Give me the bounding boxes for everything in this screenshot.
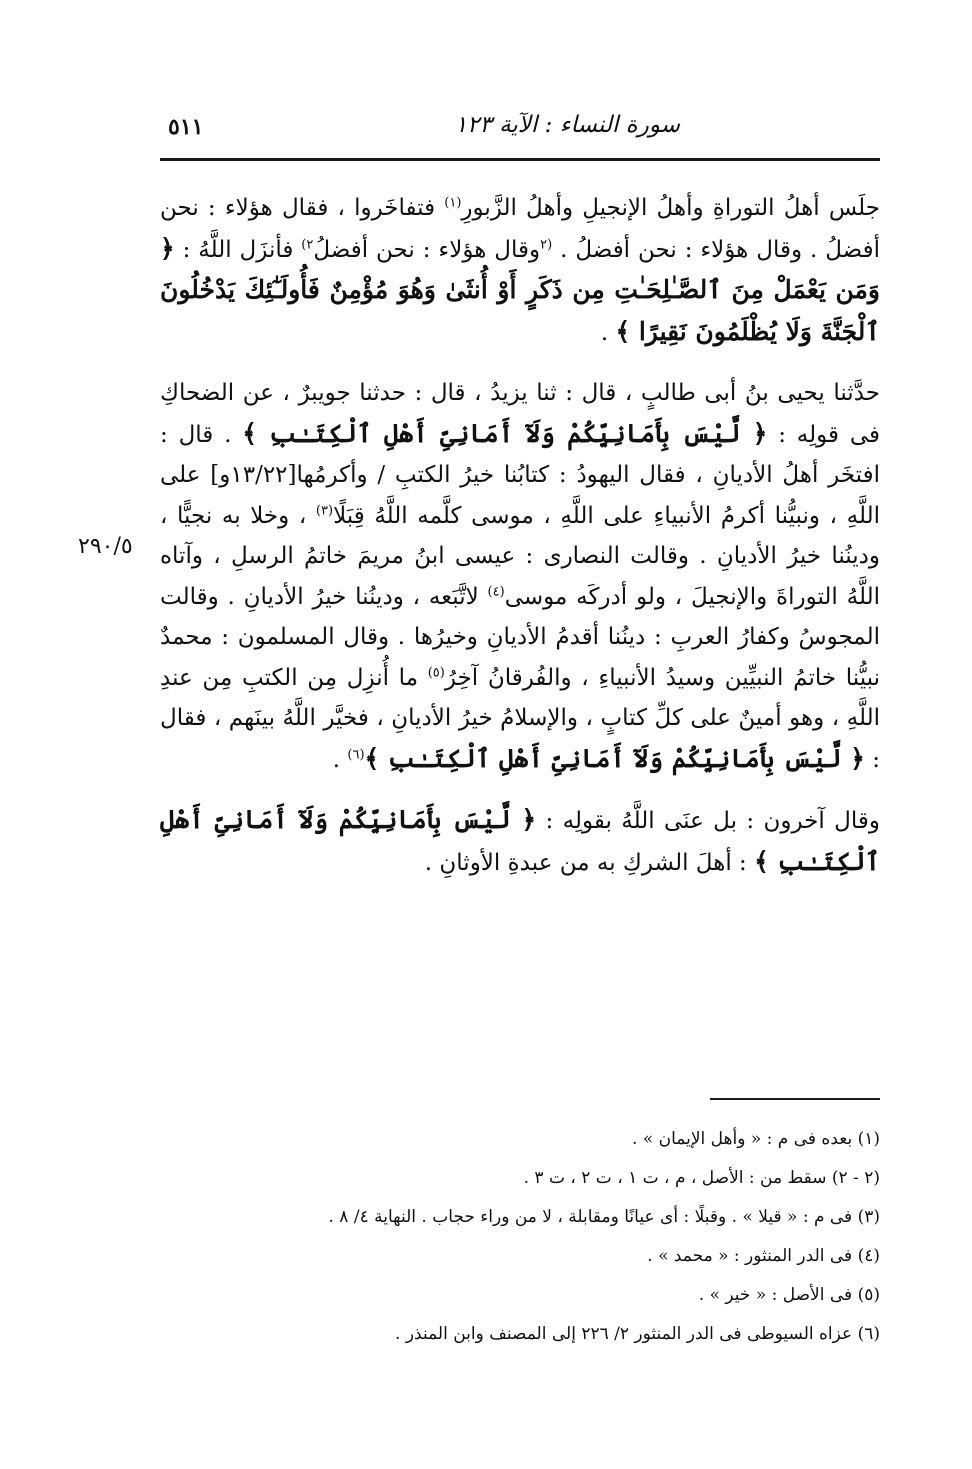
paragraph [160, 373, 880, 780]
text-run: ما أُنزِل مِن الكتبِ مِن عندِ اللَّهِ ، وهو أمينٌ على كلِّ كتابٍ ، والإسلامُ خيرُ الأديانِ ، فخيَّر اللَّهُ بينَهم ، فقال : [160, 664, 880, 773]
text-run: جلَس أهلُ التوراةِ وأهلُ الإنجيلِ وأهلُ الزَّبورِ [461, 195, 880, 221]
running-title: سورة النساء : الآية ١٢٣ [454, 112, 680, 138]
quran-verse: ﴿ وَمَن يَعْمَلْ مِنَ ٱلصَّـٰلِحَـٰتِ مِن ذَكَرٍ أَوْ أُنثَىٰ وَهُوَ مُؤْمِنٌ فَأُولَـٰٓئِكَ يَدْخُلُونَ ٱلْجَنَّةَ وَلَا يُظْلَمُونَ نَقِيرًا ﴾ [160, 233, 880, 346]
footnote: (٢ - ٢) سقط من : الأصل ، م ، ت ١ ، ت ٢ ، ت ٣ . [523, 1168, 880, 1188]
footnote: (١) بعده فى م : « وأهل الإيمان » . [632, 1129, 880, 1149]
text-run: . [332, 746, 348, 773]
footnote-ref: (٤) [487, 583, 505, 599]
text-run: وقال هؤلاء : نحن أفضلُ [313, 236, 541, 263]
footnote-ref: (١) [444, 195, 462, 211]
paragraph [160, 188, 880, 353]
text-run: ، وخلا به نجيًّا ، ودينُنا خيرُ الأديانِ . وقالت النصارى : عيسى ابنُ مريمَ خاتمُ الرسلِ ، وآتاه اللَّهُ التوراةَ والإنجيلَ ، ولو أدركَه موسى [160, 502, 880, 610]
text-run: وقال آخرون : بل عنَى اللَّهُ بقولِه : [536, 808, 880, 834]
footnote-ref: (٢ [540, 236, 553, 252]
footnotes [160, 1120, 880, 1354]
footnote-ref: ٢) [301, 236, 314, 252]
footnote: (٥) فى الأصل : « خير » . [698, 1285, 880, 1305]
footnote: (٤) فى الدر المنثور : « محمد » . [647, 1246, 880, 1266]
footnote-ref: (٣) [315, 502, 334, 518]
text-run: لاتَّبَعه ، ودينُنا خيرُ الأديانِ . وقالت المجوسُ وكفارُ العربِ : دينُنا أقدمُ الأديانِ وخيرُها . وقال المسلمون : محمدٌ نبيُّنا خاتمُ النبيِّين وسيدُ الأنبياءِ ، والفُرقانُ آخِرُ [160, 583, 881, 691]
text-run: فأنزَل اللَّهُ : [174, 236, 302, 263]
text-run: . [600, 319, 616, 346]
margin-reference: ٢٩٠/٥ [78, 534, 133, 559]
footnote-ref: (٥) [427, 664, 445, 680]
text-run: فتفاخَروا ، فقال هؤلاء : نحن أفضلُ . وقال هؤلاء : نحن أفضلُ . [160, 195, 880, 263]
footnote: (٣) فى م : « قيلا » . وقبلًا : أى عيانًا ومقابلة ، لا من وراء حجاب . النهاية ٤/ ٨ . [328, 1207, 880, 1227]
footnote: (٦) عزاه السيوطى فى الدر المنثور ٢/ ٢٢٦ إلى المصنف وابن المنذر . [395, 1324, 880, 1344]
footnote-rule [710, 1098, 880, 1100]
paragraph [160, 800, 880, 883]
header-rule [160, 158, 880, 161]
text-run: حدَّثنا يحيى بنُ أبى طالبٍ ، قال : ثنا يزيدُ ، قال : حدثنا جويبرٌ ، عن الضحاكِ فى قولِه : [160, 380, 880, 448]
text-run: : أهلَ الشركِ به من عبدةِ الأوثانِ . [424, 849, 755, 876]
text-run: . قال : افتخَر أهلُ الأديانِ ، فقال اليهودُ : كتابُنا خيرُ الكتبِ / وأكرمُها[١٣/٢٢و] على اللَّهِ ، ونبيُّنا أكرمُ الأنبياءِ على اللَّهِ ، موسى كلَّمه اللَّهُ قِبَلًا [160, 421, 880, 529]
quran-verse: ﴿ لَّيْسَ بِأَمَانِيِّكُمْ وَلَآ أَمَانِىِّ أَهْلِ ٱلْكِتَـٰبِ ﴾ [364, 743, 865, 773]
main-text [160, 188, 880, 883]
page-header [160, 112, 880, 152]
quran-verse: ﴿ لَّيْسَ بِأَمَانِيِّكُمْ وَلَآ أَمَانِىِّ أَهْلِ ٱلْكِتَـٰبِ ﴾ [242, 418, 768, 448]
page-number: ٥١١ [168, 114, 204, 140]
quran-verse: ﴿ لَّيْسَ بِأَمَانِيِّكُمْ وَلَآ أَمَانِىِّ أَهْلِ ٱلْكِتَـٰبِ ﴾ [160, 805, 880, 876]
footnote-ref: (٦) [347, 746, 365, 762]
